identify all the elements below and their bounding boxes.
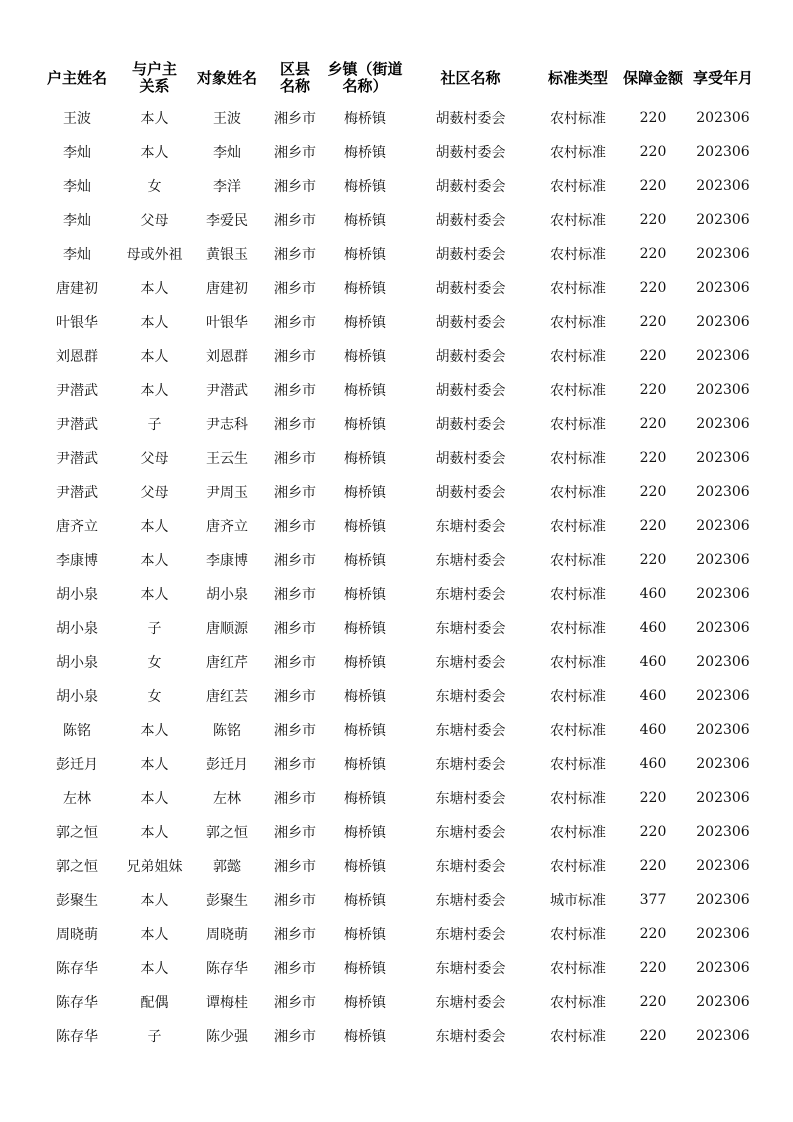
- subject-name-cell: 李爱民: [206, 213, 248, 229]
- period-cell: 202306: [696, 518, 750, 534]
- relation-cell: 女: [147, 655, 162, 671]
- standard-type-cell: 农村标准: [550, 349, 606, 365]
- household-head-cell: 彭迁月: [56, 757, 98, 773]
- standard-type-cell: 农村标准: [550, 791, 606, 807]
- district-cell: 湘乡市: [274, 519, 316, 535]
- amount-cell: 220: [639, 484, 667, 500]
- period-cell: 202306: [696, 654, 750, 670]
- subject-name-cell: 彭迁月: [206, 757, 248, 773]
- period-cell: 202306: [696, 450, 750, 466]
- district-cell: 湘乡市: [274, 451, 316, 467]
- table-row: [32, 101, 762, 135]
- district-cell: 湘乡市: [274, 757, 316, 773]
- table-header: [32, 55, 762, 101]
- community-cell: 胡薮村委会: [435, 145, 506, 161]
- table-row: [32, 713, 762, 747]
- table-row: [32, 135, 762, 169]
- district-cell: 湘乡市: [274, 927, 316, 943]
- township-cell: 梅桥镇: [344, 553, 386, 569]
- district-cell: 湘乡市: [274, 315, 316, 331]
- period-cell: 202306: [696, 178, 750, 194]
- amount-cell: 220: [639, 382, 667, 398]
- standard-type-cell: 农村标准: [550, 723, 606, 739]
- relation-cell: 本人: [140, 519, 169, 535]
- standard-type-cell: 农村标准: [550, 621, 606, 637]
- amount-cell: 460: [639, 620, 667, 636]
- household-head-cell: 唐建初: [56, 281, 98, 297]
- standard-type-cell: 农村标准: [550, 519, 606, 535]
- relation-cell: 本人: [140, 145, 169, 161]
- community-cell: 胡薮村委会: [435, 247, 506, 263]
- table-row: [32, 1019, 762, 1053]
- period-cell: 202306: [696, 892, 750, 908]
- period-cell: 202306: [696, 382, 750, 398]
- community-cell: 东塘村委会: [435, 655, 506, 671]
- table-row: [32, 543, 762, 577]
- community-cell: 胡薮村委会: [435, 417, 506, 433]
- header-amount: 保障金额: [622, 68, 683, 87]
- district-cell: 湘乡市: [274, 689, 316, 705]
- household-head-cell: 陈存华: [56, 995, 98, 1011]
- household-head-cell: 尹潜武: [56, 383, 98, 399]
- community-cell: 胡薮村委会: [435, 315, 506, 331]
- district-cell: 湘乡市: [274, 383, 316, 399]
- township-cell: 梅桥镇: [344, 179, 386, 195]
- district-cell: 湘乡市: [274, 213, 316, 229]
- period-cell: 202306: [696, 926, 750, 942]
- district-cell: 湘乡市: [274, 247, 316, 263]
- period-cell: 202306: [696, 824, 750, 840]
- subject-name-cell: 黄银玉: [206, 247, 248, 263]
- subject-name-cell: 王云生: [206, 451, 248, 467]
- period-cell: 202306: [696, 586, 750, 602]
- relation-cell: 子: [147, 621, 162, 637]
- standard-type-cell: 农村标准: [550, 383, 606, 399]
- standard-type-cell: 农村标准: [550, 859, 606, 875]
- relation-cell: 女: [147, 689, 162, 705]
- district-cell: 湘乡市: [274, 791, 316, 807]
- standard-type-cell: 农村标准: [550, 281, 606, 297]
- standard-type-cell: 农村标准: [550, 587, 606, 603]
- community-cell: 东塘村委会: [435, 553, 506, 569]
- header-period: 享受年月: [692, 68, 753, 87]
- subject-name-cell: 尹潜武: [206, 383, 248, 399]
- township-cell: 梅桥镇: [344, 1029, 386, 1045]
- relation-cell: 兄弟姐妹: [126, 859, 183, 875]
- subject-name-cell: 陈铭: [213, 723, 241, 739]
- table-row: [32, 951, 762, 985]
- subject-name-cell: 尹周玉: [206, 485, 248, 501]
- township-cell: 梅桥镇: [344, 145, 386, 161]
- household-head-cell: 唐齐立: [56, 519, 98, 535]
- amount-cell: 220: [639, 144, 667, 160]
- subject-name-cell: 唐顺源: [206, 621, 248, 637]
- community-cell: 胡薮村委会: [435, 383, 506, 399]
- district-cell: 湘乡市: [274, 179, 316, 195]
- district-cell: 湘乡市: [274, 587, 316, 603]
- township-cell: 梅桥镇: [344, 451, 386, 467]
- household-head-cell: 尹潜武: [56, 451, 98, 467]
- period-cell: 202306: [696, 620, 750, 636]
- standard-type-cell: 农村标准: [550, 1029, 606, 1045]
- header-household-head: 户主姓名: [46, 68, 107, 87]
- township-cell: 梅桥镇: [344, 247, 386, 263]
- household-head-cell: 叶银华: [56, 315, 98, 331]
- period-cell: 202306: [696, 484, 750, 500]
- period-cell: 202306: [696, 246, 750, 262]
- amount-cell: 220: [639, 790, 667, 806]
- relation-cell: 父母: [140, 485, 169, 501]
- household-head-cell: 李灿: [63, 179, 91, 195]
- header-row: [32, 55, 762, 101]
- community-cell: 东塘村委会: [435, 1029, 506, 1045]
- district-cell: 湘乡市: [274, 281, 316, 297]
- period-cell: 202306: [696, 994, 750, 1010]
- household-head-cell: 王波: [63, 111, 91, 127]
- standard-type-cell: 农村标准: [550, 995, 606, 1011]
- household-head-cell: 陈铭: [63, 723, 91, 739]
- header-district: 区县 名称: [279, 60, 310, 95]
- relation-cell: 本人: [140, 315, 169, 331]
- district-cell: 湘乡市: [274, 723, 316, 739]
- township-cell: 梅桥镇: [344, 689, 386, 705]
- standard-type-cell: 农村标准: [550, 927, 606, 943]
- township-cell: 梅桥镇: [344, 315, 386, 331]
- township-cell: 梅桥镇: [344, 111, 386, 127]
- district-cell: 湘乡市: [274, 485, 316, 501]
- household-head-cell: 彭聚生: [56, 893, 98, 909]
- standard-type-cell: 农村标准: [550, 961, 606, 977]
- household-head-cell: 陈存华: [56, 961, 98, 977]
- district-cell: 湘乡市: [274, 825, 316, 841]
- relation-cell: 配偶: [140, 995, 169, 1011]
- district-cell: 湘乡市: [274, 961, 316, 977]
- community-cell: 东塘村委会: [435, 519, 506, 535]
- standard-type-cell: 农村标准: [550, 247, 606, 263]
- community-cell: 胡薮村委会: [435, 281, 506, 297]
- amount-cell: 220: [639, 314, 667, 330]
- district-cell: 湘乡市: [274, 553, 316, 569]
- district-cell: 湘乡市: [274, 417, 316, 433]
- relation-cell: 本人: [140, 553, 169, 569]
- table-row: [32, 509, 762, 543]
- standard-type-cell: 农村标准: [550, 145, 606, 161]
- relation-cell: 母或外祖: [126, 247, 183, 263]
- district-cell: 湘乡市: [274, 893, 316, 909]
- table-row: [32, 271, 762, 305]
- table-row: [32, 781, 762, 815]
- standard-type-cell: 农村标准: [550, 213, 606, 229]
- subject-name-cell: 郭懿: [213, 859, 241, 875]
- period-cell: 202306: [696, 552, 750, 568]
- period-cell: 202306: [696, 144, 750, 160]
- amount-cell: 220: [639, 926, 667, 942]
- table-row: [32, 237, 762, 271]
- standard-type-cell: 农村标准: [550, 689, 606, 705]
- relation-cell: 本人: [140, 927, 169, 943]
- period-cell: 202306: [696, 960, 750, 976]
- township-cell: 梅桥镇: [344, 655, 386, 671]
- subject-name-cell: 唐红芸: [206, 689, 248, 705]
- community-cell: 东塘村委会: [435, 689, 506, 705]
- district-cell: 湘乡市: [274, 621, 316, 637]
- subject-name-cell: 谭梅桂: [206, 995, 248, 1011]
- period-cell: 202306: [696, 348, 750, 364]
- table-row: [32, 815, 762, 849]
- community-cell: 东塘村委会: [435, 893, 506, 909]
- amount-cell: 460: [639, 586, 667, 602]
- period-cell: 202306: [696, 416, 750, 432]
- subject-name-cell: 李灿: [213, 145, 241, 161]
- standard-type-cell: 城市标准: [550, 893, 606, 909]
- township-cell: 梅桥镇: [344, 723, 386, 739]
- household-head-cell: 郭之恒: [56, 825, 98, 841]
- period-cell: 202306: [696, 790, 750, 806]
- relation-cell: 本人: [140, 791, 169, 807]
- header-township: 乡镇（街道 名称）: [327, 60, 403, 95]
- household-head-cell: 陈存华: [56, 1029, 98, 1045]
- amount-cell: 220: [639, 246, 667, 262]
- community-cell: 东塘村委会: [435, 859, 506, 875]
- township-cell: 梅桥镇: [344, 825, 386, 841]
- standard-type-cell: 农村标准: [550, 417, 606, 433]
- township-cell: 梅桥镇: [344, 485, 386, 501]
- amount-cell: 460: [639, 756, 667, 772]
- township-cell: 梅桥镇: [344, 995, 386, 1011]
- table-row: [32, 203, 762, 237]
- township-cell: 梅桥镇: [344, 417, 386, 433]
- household-head-cell: 胡小泉: [56, 689, 98, 705]
- community-cell: 东塘村委会: [435, 621, 506, 637]
- household-head-cell: 左林: [63, 791, 91, 807]
- table-row: [32, 883, 762, 917]
- amount-cell: 220: [639, 824, 667, 840]
- table-row: [32, 475, 762, 509]
- period-cell: 202306: [696, 858, 750, 874]
- subject-name-cell: 周晓萌: [206, 927, 248, 943]
- household-head-cell: 刘恩群: [56, 349, 98, 365]
- relation-cell: 本人: [140, 723, 169, 739]
- household-head-cell: 尹潜武: [56, 417, 98, 433]
- township-cell: 梅桥镇: [344, 859, 386, 875]
- period-cell: 202306: [696, 110, 750, 126]
- household-head-cell: 李灿: [63, 145, 91, 161]
- relation-cell: 父母: [140, 451, 169, 467]
- township-cell: 梅桥镇: [344, 893, 386, 909]
- table-row: [32, 611, 762, 645]
- district-cell: 湘乡市: [274, 859, 316, 875]
- standard-type-cell: 农村标准: [550, 179, 606, 195]
- relation-cell: 女: [147, 179, 162, 195]
- household-head-cell: 胡小泉: [56, 655, 98, 671]
- subject-name-cell: 刘恩群: [206, 349, 248, 365]
- township-cell: 梅桥镇: [344, 621, 386, 637]
- township-cell: 梅桥镇: [344, 213, 386, 229]
- household-head-cell: 周晓萌: [56, 927, 98, 943]
- township-cell: 梅桥镇: [344, 587, 386, 603]
- subject-name-cell: 陈少强: [206, 1029, 248, 1045]
- household-head-cell: 胡小泉: [56, 621, 98, 637]
- township-cell: 梅桥镇: [344, 961, 386, 977]
- amount-cell: 220: [639, 858, 667, 874]
- table-row: [32, 407, 762, 441]
- period-cell: 202306: [696, 688, 750, 704]
- amount-cell: 220: [639, 960, 667, 976]
- subject-name-cell: 唐建初: [206, 281, 248, 297]
- table-row: [32, 577, 762, 611]
- district-cell: 湘乡市: [274, 111, 316, 127]
- township-cell: 梅桥镇: [344, 281, 386, 297]
- township-cell: 梅桥镇: [344, 791, 386, 807]
- relation-cell: 本人: [140, 349, 169, 365]
- relation-cell: 本人: [140, 825, 169, 841]
- amount-cell: 460: [639, 654, 667, 670]
- amount-cell: 377: [639, 892, 667, 908]
- relation-cell: 父母: [140, 213, 169, 229]
- amount-cell: 220: [639, 280, 667, 296]
- district-cell: 湘乡市: [274, 655, 316, 671]
- township-cell: 梅桥镇: [344, 519, 386, 535]
- township-cell: 梅桥镇: [344, 349, 386, 365]
- table-body: [32, 101, 762, 1053]
- township-cell: 梅桥镇: [344, 757, 386, 773]
- table-row: [32, 917, 762, 951]
- amount-cell: 460: [639, 722, 667, 738]
- standard-type-cell: 农村标准: [550, 485, 606, 501]
- table-row: [32, 373, 762, 407]
- subject-name-cell: 唐齐立: [206, 519, 248, 535]
- relation-cell: 本人: [140, 383, 169, 399]
- amount-cell: 220: [639, 518, 667, 534]
- relation-cell: 本人: [140, 893, 169, 909]
- table-row: [32, 679, 762, 713]
- district-cell: 湘乡市: [274, 995, 316, 1011]
- period-cell: 202306: [696, 212, 750, 228]
- relation-cell: 本人: [140, 281, 169, 297]
- standard-type-cell: 农村标准: [550, 655, 606, 671]
- table-row: [32, 849, 762, 883]
- amount-cell: 220: [639, 450, 667, 466]
- subject-name-cell: 郭之恒: [206, 825, 248, 841]
- table-row: [32, 339, 762, 373]
- period-cell: 202306: [696, 756, 750, 772]
- community-cell: 胡薮村委会: [435, 111, 506, 127]
- subject-name-cell: 叶银华: [206, 315, 248, 331]
- community-cell: 东塘村委会: [435, 791, 506, 807]
- community-cell: 东塘村委会: [435, 587, 506, 603]
- standard-type-cell: 农村标准: [550, 825, 606, 841]
- amount-cell: 220: [639, 994, 667, 1010]
- subject-name-cell: 左林: [213, 791, 241, 807]
- township-cell: 梅桥镇: [344, 927, 386, 943]
- household-head-cell: 郭之恒: [56, 859, 98, 875]
- period-cell: 202306: [696, 1028, 750, 1044]
- township-cell: 梅桥镇: [344, 383, 386, 399]
- district-cell: 湘乡市: [274, 349, 316, 365]
- subject-name-cell: 王波: [213, 111, 241, 127]
- standard-type-cell: 农村标准: [550, 451, 606, 467]
- subject-name-cell: 胡小泉: [206, 587, 248, 603]
- amount-cell: 220: [639, 110, 667, 126]
- community-cell: 东塘村委会: [435, 723, 506, 739]
- beneficiary-table: [32, 55, 762, 1053]
- amount-cell: 460: [639, 688, 667, 704]
- relation-cell: 本人: [140, 757, 169, 773]
- community-cell: 东塘村委会: [435, 825, 506, 841]
- header-relation: 与户主 关系: [131, 60, 177, 95]
- household-head-cell: 尹潜武: [56, 485, 98, 501]
- household-head-cell: 胡小泉: [56, 587, 98, 603]
- community-cell: 胡薮村委会: [435, 451, 506, 467]
- period-cell: 202306: [696, 314, 750, 330]
- header-standard-type: 标准类型: [547, 68, 608, 87]
- table-row: [32, 441, 762, 475]
- standard-type-cell: 农村标准: [550, 757, 606, 773]
- amount-cell: 220: [639, 552, 667, 568]
- household-head-cell: 李灿: [63, 213, 91, 229]
- header-subject-name: 对象姓名: [196, 68, 257, 87]
- subject-name-cell: 彭聚生: [206, 893, 248, 909]
- community-cell: 胡薮村委会: [435, 349, 506, 365]
- subject-name-cell: 尹志科: [206, 417, 248, 433]
- household-head-cell: 李康博: [56, 553, 98, 569]
- amount-cell: 220: [639, 1028, 667, 1044]
- community-cell: 东塘村委会: [435, 757, 506, 773]
- table-row: [32, 169, 762, 203]
- community-cell: 胡薮村委会: [435, 179, 506, 195]
- amount-cell: 220: [639, 348, 667, 364]
- period-cell: 202306: [696, 722, 750, 738]
- subject-name-cell: 李康博: [206, 553, 248, 569]
- table-row: [32, 747, 762, 781]
- district-cell: 湘乡市: [274, 1029, 316, 1045]
- community-cell: 东塘村委会: [435, 961, 506, 977]
- standard-type-cell: 农村标准: [550, 111, 606, 127]
- district-cell: 湘乡市: [274, 145, 316, 161]
- table-row: [32, 305, 762, 339]
- period-cell: 202306: [696, 280, 750, 296]
- standard-type-cell: 农村标准: [550, 553, 606, 569]
- household-head-cell: 李灿: [63, 247, 91, 263]
- community-cell: 东塘村委会: [435, 995, 506, 1011]
- relation-cell: 子: [147, 417, 162, 433]
- relation-cell: 本人: [140, 587, 169, 603]
- amount-cell: 220: [639, 178, 667, 194]
- standard-type-cell: 农村标准: [550, 315, 606, 331]
- amount-cell: 220: [639, 212, 667, 228]
- community-cell: 胡薮村委会: [435, 485, 506, 501]
- community-cell: 胡薮村委会: [435, 213, 506, 229]
- relation-cell: 子: [147, 1029, 162, 1045]
- relation-cell: 本人: [140, 961, 169, 977]
- amount-cell: 220: [639, 416, 667, 432]
- table-row: [32, 985, 762, 1019]
- subject-name-cell: 唐红芹: [206, 655, 248, 671]
- subject-name-cell: 陈存华: [206, 961, 248, 977]
- table-row: [32, 645, 762, 679]
- relation-cell: 本人: [140, 111, 169, 127]
- community-cell: 东塘村委会: [435, 927, 506, 943]
- header-community: 社区名称: [440, 68, 501, 87]
- subject-name-cell: 李洋: [213, 179, 241, 195]
